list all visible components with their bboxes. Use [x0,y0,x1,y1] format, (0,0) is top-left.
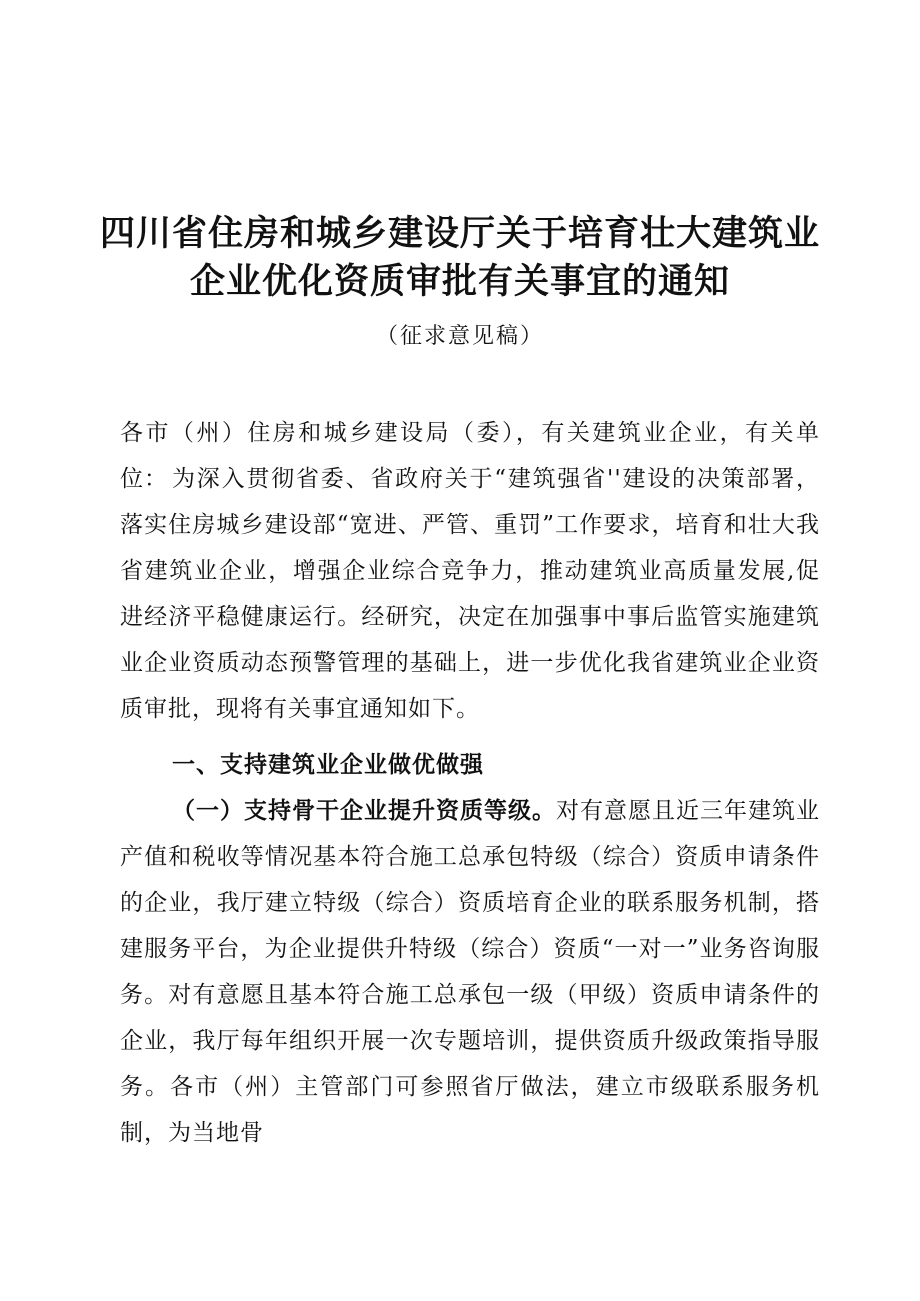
document-title-line-1: 四川省住房和城乡建设厅关于培育壮大建筑业 [99,214,820,254]
document-title-line-2: 企业优化资质审批有关事宜的通知 [189,262,730,302]
paragraph-intro: 为深入贯彻省委、省政府关于“建筑强省''建设的决策部署，落实住房城乡建设部“宽进、严管、重罚”工作要求，培育和壮大我省建筑业企业，增强企业综合竞争力，推动建筑业高质量发展,促进经济平稳健康运行。经研究，决定在加强事中事后监管实施建筑业企业资质动态预警管理的基础上，进一步优化我省建筑业企业资质审批，现将有关事宜通知如下。 [120,466,820,722]
salutation: 各市（州）住房和城乡建设局（委），有关建筑业企业，有关单位： [120,420,820,492]
item-1-lead: （一）支持骨干企业提升资质等级。 [172,798,556,824]
paragraph-item-1 [120,788,820,1156]
document-subtitle: （征求意见稿） [375,324,544,349]
section-heading-1: 一、支持建筑业企业做优做强 [172,752,484,778]
item-1-text: 对有意愿且近三年建筑业产值和税收等情况基本符合施工总承包特级（综合）资质申请条件的企业，我厅建立特级（综合）资质培育企业的联系服务机制，搭建服务平台，为企业提供升特级（综合）资质“一对一”业务咨询服务。对有意愿且基本符合施工总承包一级（甲级）资质申请条件的企业，我厅每年组织开展一次专题培训，提供资质升级政策指导服务。各市（州）主管部门可参照省厅做法，建立市级联系服务机制，为当地骨 [120,798,820,1146]
